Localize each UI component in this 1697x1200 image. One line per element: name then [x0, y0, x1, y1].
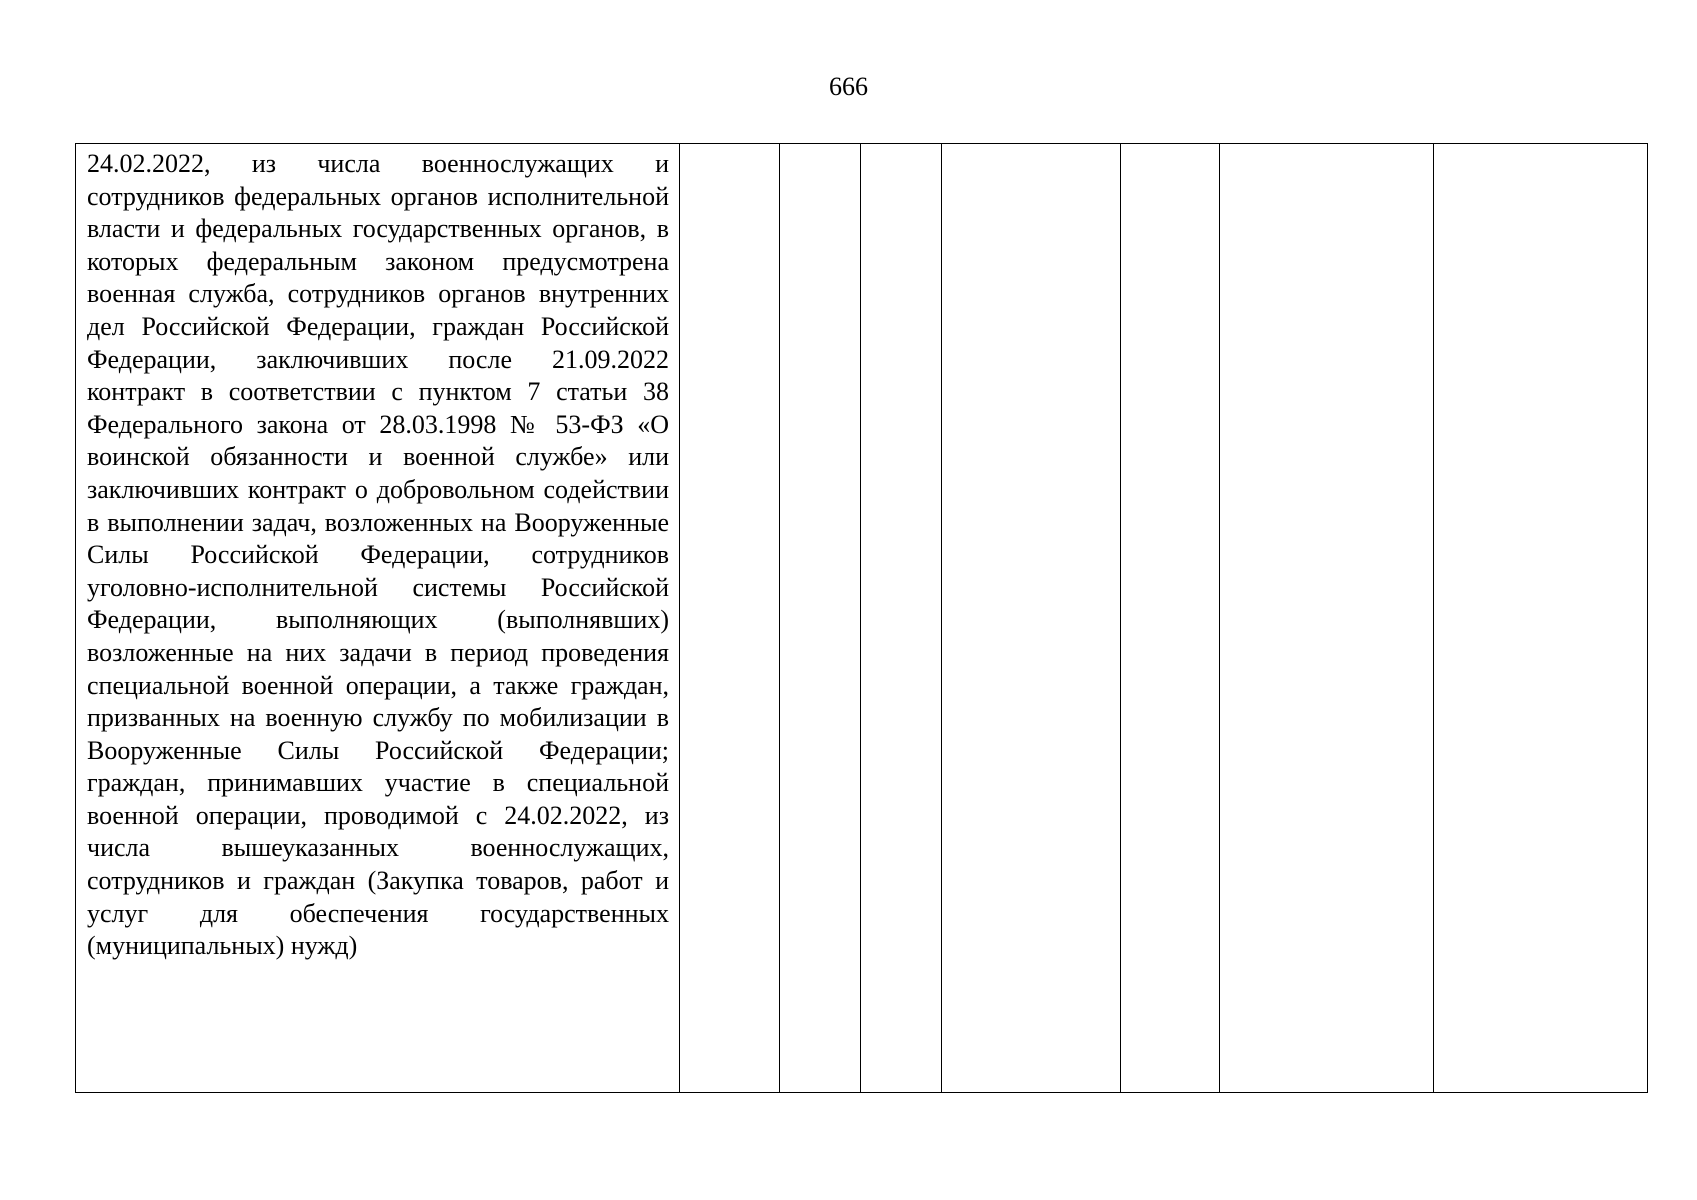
empty-cell-4 — [942, 144, 1121, 1093]
row-description-cell: 24.02.2022, из числа военнослужащих и сотрудников федеральных органов исполнительной власти и федеральных государственных органов, в которых федеральным законом предусмотрена военная служба, сотрудников органов внутренних дел Российской Федерации, граждан Российской Федерации, заключивших после 21.09.2022 контракт в соответствии с пунктом 7 статьи 38 Федерального закона от 28.03.1998 № 53-ФЗ «О воинской обязанности и военной службе» или заключивших контракт о добровольном содействии в выполнении задач, возложенных на Вооруженные Силы Российской Федерации, сотрудников уголовно-исполнительной системы Российской Федерации, выполняющих (выполнявших) возложенные на них задачи в период проведения специальной военной операции, а также граждан, призванных на военную службу по мобилизации в Вооруженные Силы Российской Федерации; граждан, принимавших участие в специальной военной операции, проводимой с 24.02.2022, из числа вышеуказанных военнослужащих, сотрудников и граждан (Закупка товаров, работ и услуг для обеспечения государственных (муниципальных) нужд) — [76, 144, 680, 1093]
empty-cell-6 — [1220, 144, 1434, 1093]
empty-cell-2 — [780, 144, 861, 1093]
table-row — [76, 144, 1648, 1093]
empty-cell-3 — [861, 144, 942, 1093]
empty-cell-5 — [1121, 144, 1220, 1093]
budget-table — [75, 143, 1648, 1093]
empty-cell-1 — [680, 144, 780, 1093]
page-number: 666 — [829, 72, 868, 101]
empty-cell-7 — [1434, 144, 1648, 1093]
